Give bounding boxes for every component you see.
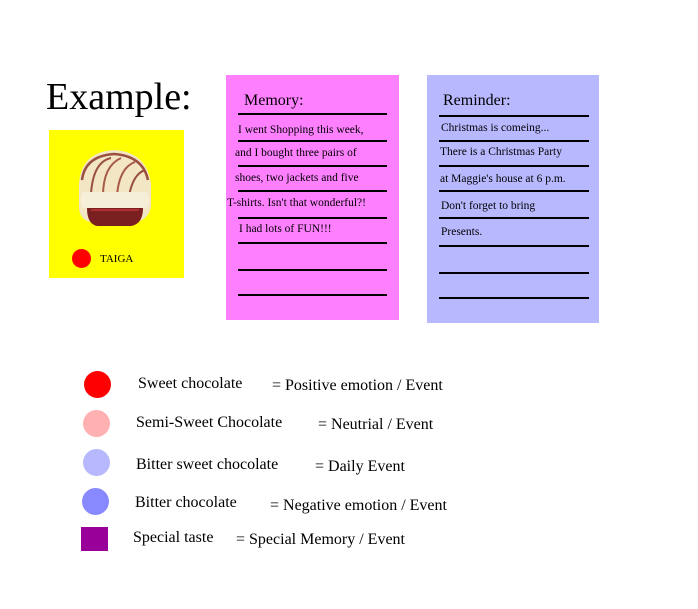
legend-label: Sweet chocolate xyxy=(138,375,243,392)
reminder-note-rule xyxy=(439,190,589,192)
page-heading: Example: xyxy=(46,76,192,118)
memory-note-rule xyxy=(238,113,387,115)
legend-meaning: = Negative emotion / Event xyxy=(270,497,447,514)
sweet-chocolate-dot-icon xyxy=(72,249,91,268)
legend-meaning: = Special Memory / Event xyxy=(236,531,405,548)
legend-label: Bitter chocolate xyxy=(135,494,237,511)
legend-meaning: = Daily Event xyxy=(315,458,405,475)
reminder-note-rule xyxy=(439,165,589,167)
reminder-note-rule xyxy=(439,217,589,219)
memory-note-title: Memory: xyxy=(244,92,304,109)
reminder-note-card xyxy=(427,75,599,323)
memory-note-card xyxy=(226,75,399,320)
memory-note-rule xyxy=(238,269,387,271)
bitter-chocolate-dot-icon xyxy=(82,488,109,515)
bitter-sweet-chocolate-dot-icon xyxy=(83,449,110,476)
legend-label: Special taste xyxy=(133,529,214,546)
chocolate-image xyxy=(69,144,159,234)
product-name: TAIGA xyxy=(100,253,134,265)
legend-meaning: = Positive emotion / Event xyxy=(272,377,443,394)
reminder-note-rule xyxy=(439,140,589,142)
reminder-note-line: Presents. xyxy=(441,226,483,238)
legend-label: Bitter sweet chocolate xyxy=(136,456,279,473)
reminder-note-line: There is a Christmas Party xyxy=(440,146,563,158)
reminder-note-line: Christmas is comeing... xyxy=(441,122,550,134)
memory-note-line: shoes, two jackets and five xyxy=(235,172,359,184)
memory-note-rule xyxy=(238,165,387,167)
legend-label: Semi-Sweet Chocolate xyxy=(136,414,283,431)
memory-note-rule xyxy=(238,242,387,244)
reminder-note-line: at Maggie's house at 6 p.m. xyxy=(440,173,566,185)
reminder-note-line: Don't forget to bring xyxy=(441,200,536,212)
reminder-note-rule xyxy=(439,272,589,274)
memory-note-line: and I bought three pairs of xyxy=(235,147,357,159)
memory-note-rule xyxy=(238,217,387,219)
product-example-card xyxy=(49,130,184,278)
sweet-chocolate-dot-icon xyxy=(84,371,111,398)
special-taste-square-icon xyxy=(81,527,108,551)
memory-note-rule xyxy=(238,140,387,142)
reminder-note-rule xyxy=(439,245,589,247)
memory-note-rule xyxy=(238,294,387,296)
legend-meaning: = Neutrial / Event xyxy=(318,416,434,433)
reminder-note-title: Reminder: xyxy=(443,92,511,109)
memory-note-rule xyxy=(238,190,387,192)
reminder-note-rule xyxy=(439,115,589,117)
memory-note-line: T-shirts. Isn't that wonderful?! xyxy=(227,197,366,209)
memory-note-line: I had lots of FUN!!! xyxy=(239,223,332,235)
memory-note-line: I went Shopping this week, xyxy=(238,124,364,136)
reminder-note-rule xyxy=(439,297,589,299)
semi-sweet-chocolate-dot-icon xyxy=(83,410,110,437)
